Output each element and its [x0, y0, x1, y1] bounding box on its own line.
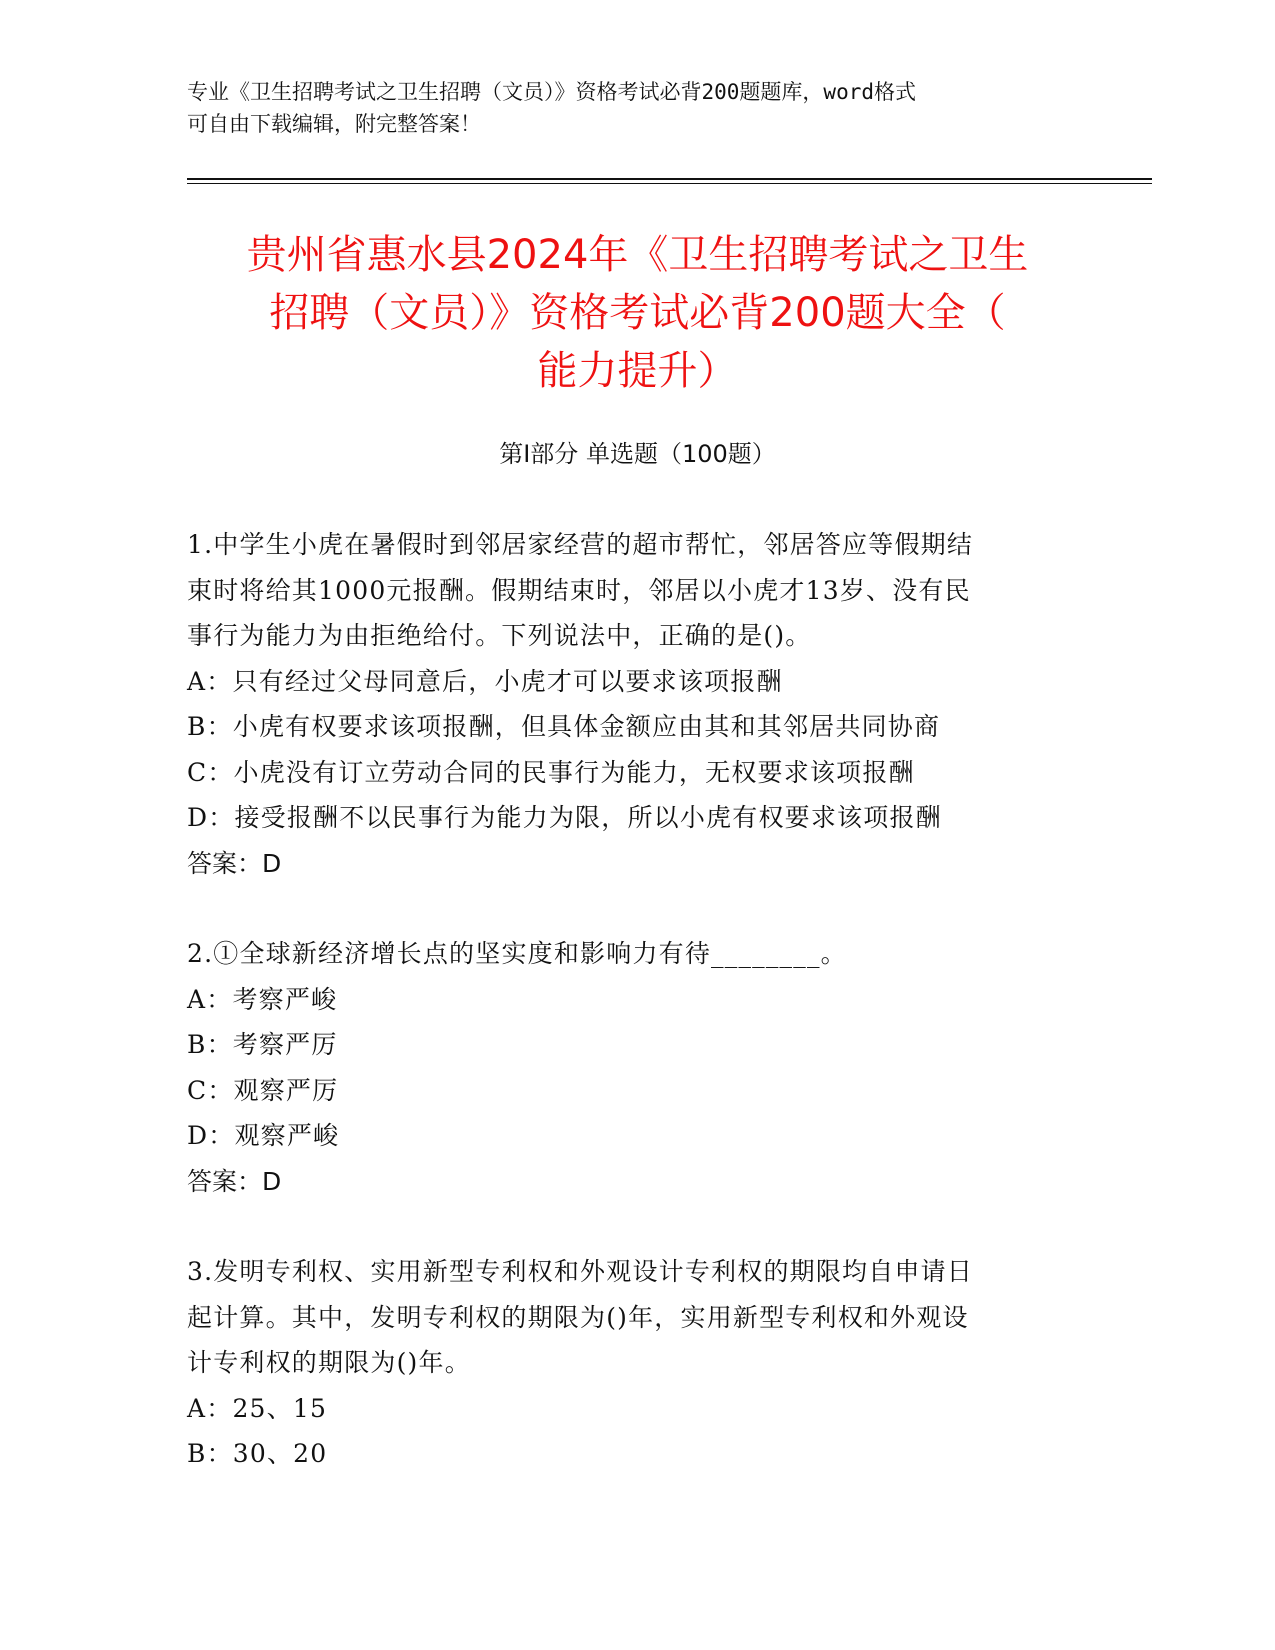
question-stem-line: 束时将给其1000元报酬。假期结束时，邻居以小虎才13岁、没有民	[187, 575, 971, 605]
question-option: D：观察严峻	[187, 1121, 340, 1150]
header-note-line: 专业《卫生招聘考试之卫生招聘（文员）》资格考试必背200题题库，word格式	[187, 80, 916, 104]
question-item	[187, 1249, 1067, 1477]
question-stem-line: 1.中学生小虎在暑假时到邻居家经营的超市帮忙，邻居答应等假期结	[187, 530, 974, 559]
question-stem-line: 2.①全球新经济增长点的坚实度和影响力有待________。	[187, 939, 847, 968]
header-note	[187, 76, 1067, 140]
question-item	[187, 522, 1067, 886]
question-list	[187, 522, 1067, 1522]
question-option: B：考察严厉	[187, 1030, 338, 1059]
section-heading: 第Ⅰ部分 单选题（100题）	[499, 440, 776, 468]
header-divider-thick	[187, 178, 1152, 180]
header-note-line: 可自由下载编辑，附完整答案！	[187, 112, 481, 136]
question-stem-line: 事行为能力为由拒绝给付。下列说法中，正确的是()。	[187, 621, 812, 650]
title-line: 贵州省惠水县2024年《卫生招聘考试之卫生	[246, 232, 1029, 278]
title-line: 能力提升）	[537, 348, 738, 394]
question-option: C：观察严厉	[187, 1075, 339, 1105]
question-stem-line: 起计算。其中，发明专利权的期限为()年，实用新型专利权和外观设	[187, 1302, 969, 1332]
question-option: B：小虎有权要求该项报酬，但具体金额应由其和其邻居共同协商	[187, 712, 941, 741]
document-title	[160, 226, 1115, 400]
question-stem-line: 计专利权的期限为()年。	[187, 1348, 471, 1377]
question-option: A：25、15	[187, 1393, 328, 1423]
question-option: D：接受报酬不以民事行为能力为限，所以小虎有权要求该项报酬	[187, 803, 942, 832]
question-option: A：考察严峻	[187, 984, 338, 1014]
question-answer: 答案：D	[187, 848, 282, 878]
header-divider-thin	[187, 183, 1152, 184]
question-option: B：30、20	[187, 1439, 328, 1468]
question-option: A：只有经过父母同意后，小虎才可以要求该项报酬	[187, 666, 783, 696]
question-stem-line: 3.发明专利权、实用新型专利权和外观设计专利权的期限均自申请日	[187, 1257, 974, 1286]
question-option: C：小虎没有订立劳动合同的民事行为能力，无权要求该项报酬	[187, 757, 915, 787]
question-answer: 答案：D	[187, 1166, 282, 1196]
question-item	[187, 931, 1067, 1204]
title-line: 招聘（文员）》资格考试必背200题大全（	[269, 290, 1006, 336]
